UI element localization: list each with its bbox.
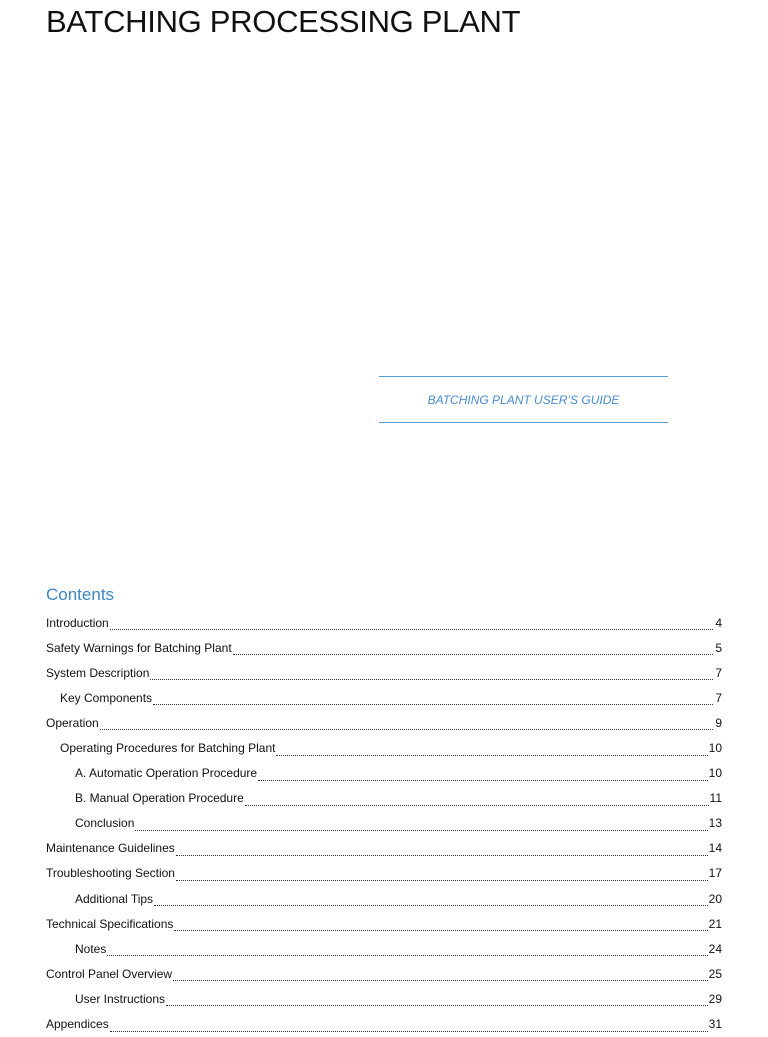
- toc-entry-label: Conclusion: [75, 816, 135, 831]
- toc-page-number: 10: [708, 766, 722, 781]
- toc-page-number: 7: [715, 665, 722, 680]
- toc-entry-label: Technical Specifications: [46, 916, 174, 931]
- toc-dot-leader: [176, 868, 708, 881]
- toc-entry-label: Maintenance Guidelines: [46, 841, 175, 856]
- toc-page-number: 14: [708, 841, 722, 856]
- toc-page-number: 13: [708, 816, 722, 831]
- toc-page-number: 10: [708, 741, 722, 756]
- document-title: BATCHING PROCESSING PLANT: [46, 4, 521, 39]
- toc-dot-leader: [135, 818, 707, 831]
- toc-entry-label: B. Manual Operation Procedure: [75, 791, 244, 806]
- toc-entry[interactable]: [46, 836, 722, 861]
- toc-entry[interactable]: [46, 811, 722, 836]
- toc-entry[interactable]: [46, 635, 722, 660]
- toc-dot-leader: [176, 843, 708, 856]
- document-subtitle: BATCHING PLANT USER’S GUIDE: [427, 392, 620, 407]
- toc-entry-label: System Description: [46, 665, 150, 680]
- toc-page-number: 17: [708, 866, 722, 881]
- toc-entry-label: Control Panel Overview: [46, 966, 173, 981]
- toc-entry[interactable]: [46, 761, 722, 786]
- toc-entry-label: Notes: [75, 941, 107, 956]
- toc-entry[interactable]: [46, 735, 722, 760]
- toc-entry-label: Operation: [46, 715, 99, 730]
- toc-entry-label: User Instructions: [75, 991, 166, 1006]
- toc-page-number: 24: [708, 941, 722, 956]
- subtitle-box: [379, 376, 668, 423]
- toc-entry[interactable]: [46, 685, 722, 710]
- toc-entry[interactable]: [46, 961, 722, 986]
- toc-dot-leader: [233, 642, 713, 655]
- toc-entry-label: Troubleshooting Section: [46, 866, 175, 881]
- toc-entry-label: A. Automatic Operation Procedure: [75, 766, 258, 781]
- table-of-contents: [46, 610, 722, 1037]
- toc-entry[interactable]: [46, 710, 722, 735]
- toc-page-number: 29: [708, 991, 722, 1006]
- toc-entry[interactable]: [46, 1012, 722, 1037]
- toc-entry[interactable]: [46, 936, 722, 961]
- toc-page-number: 9: [715, 715, 722, 730]
- toc-dot-leader: [154, 893, 708, 906]
- toc-page-number: 31: [708, 1017, 722, 1032]
- toc-entry-label: Safety Warnings for Batching Plant: [46, 640, 232, 655]
- toc-entry[interactable]: [46, 986, 722, 1011]
- toc-entry[interactable]: [46, 911, 722, 936]
- toc-entry-label: Key Components: [60, 690, 153, 705]
- toc-dot-leader: [110, 617, 713, 630]
- toc-dot-leader: [245, 793, 709, 806]
- toc-page-number: 11: [709, 791, 722, 806]
- toc-dot-leader: [153, 692, 713, 705]
- toc-page-number: 5: [715, 640, 722, 655]
- toc-page-number: 25: [708, 966, 722, 981]
- toc-dot-leader: [100, 717, 713, 730]
- toc-dot-leader: [166, 993, 708, 1006]
- toc-dot-leader: [276, 743, 707, 756]
- toc-dot-leader: [107, 943, 707, 956]
- toc-entry[interactable]: [46, 660, 722, 685]
- toc-entry[interactable]: [46, 610, 722, 635]
- toc-entry-label: Additional Tips: [75, 891, 154, 906]
- toc-entry[interactable]: [46, 786, 722, 811]
- toc-page-number: 21: [708, 916, 722, 931]
- toc-page-number: 7: [715, 690, 722, 705]
- toc-entry-label: Introduction: [46, 615, 109, 630]
- toc-dot-leader: [173, 968, 708, 981]
- toc-entry[interactable]: [46, 886, 722, 911]
- toc-dot-leader: [258, 768, 708, 781]
- toc-dot-leader: [110, 1019, 708, 1032]
- contents-heading: Contents: [46, 585, 115, 604]
- toc-dot-leader: [174, 918, 707, 931]
- toc-page-number: 20: [708, 891, 722, 906]
- toc-entry-label: Operating Procedures for Batching Plant: [60, 741, 276, 756]
- toc-entry-label: Appendices: [46, 1017, 109, 1032]
- toc-dot-leader: [150, 667, 713, 680]
- toc-page-number: 4: [715, 615, 722, 630]
- toc-entry[interactable]: [46, 861, 722, 886]
